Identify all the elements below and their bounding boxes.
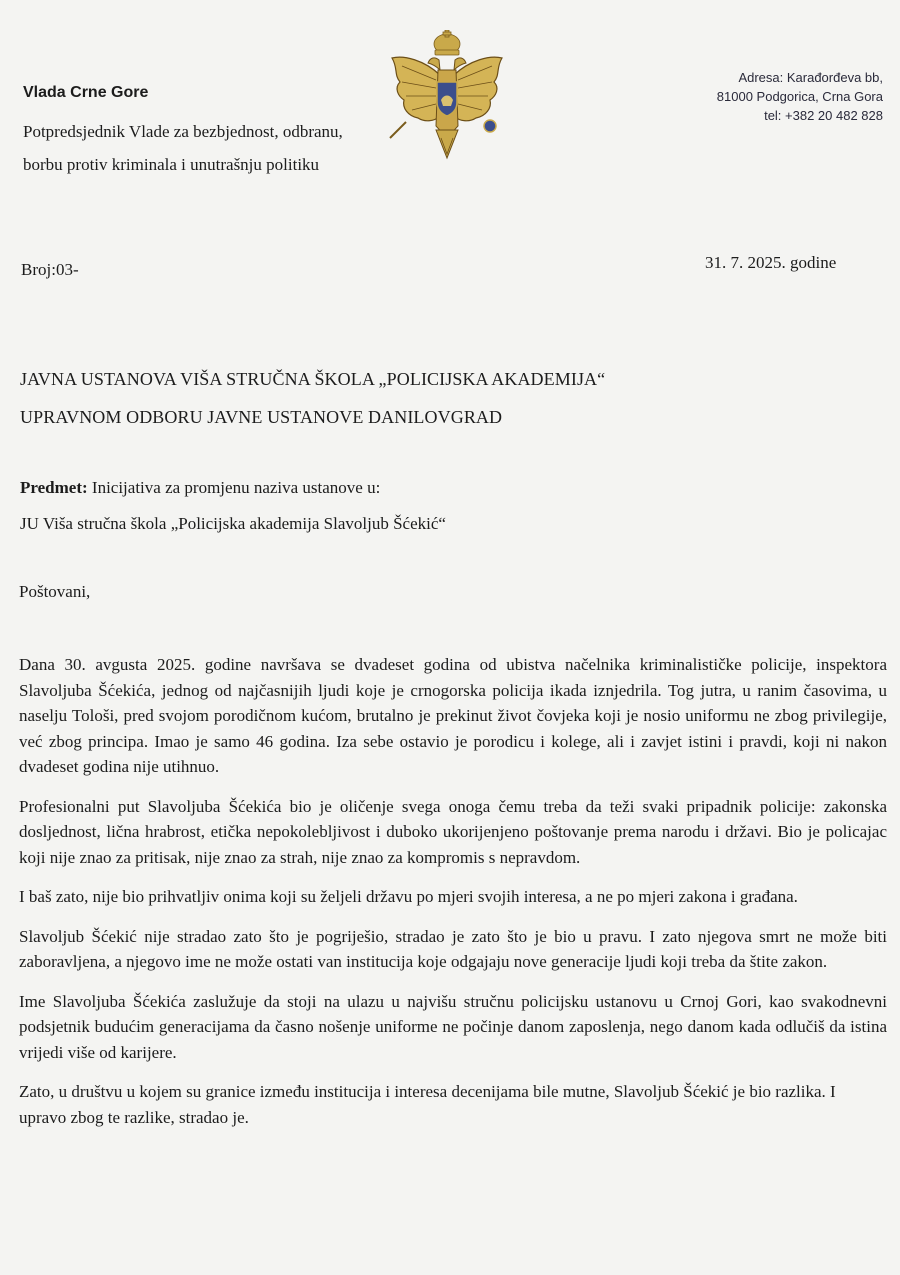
address-phone: tel: +382 20 482 828 — [764, 108, 883, 123]
document-date: 31. 7. 2025. godine — [705, 253, 837, 272]
sender-office-line-1: Potpredsjednik Vlade za bezbjednost, odbranu, — [23, 122, 343, 141]
paragraph: Slavoljub Šćekić nije stradao zato što je pogriješio, stradao je zato što je bio u pravu. I zato njegova smrt ne može biti zaboravljena, a njegovo ime ne može ostati van institucija koje odgajaju nove generacije ljudi koji treba da štite zakon. — [19, 926, 887, 971]
recipient-line-1: JAVNA USTANOVA VIŠA STRUČNA ŠKOLA „POLICIJSKA AKADEMIJA“ — [20, 369, 606, 389]
address-line-2: 81000 Podgorica, Crna Gora — [716, 89, 883, 104]
paragraph: I baš zato, nije bio prihvatljiv onima koji su željeli državu po mjeri svojih interesa, a ne po mjeri zakona i građana. — [19, 887, 798, 906]
letter-body — [19, 652, 887, 1144]
recipient-line-2: UPRAVNOM ODBORU JAVNE USTANOVE DANILOVGRAD — [20, 407, 503, 427]
subject-text: Inicijativa za promjenu naziva ustanove u: — [87, 478, 381, 497]
sender-address — [717, 68, 883, 125]
subject-line — [20, 470, 446, 506]
address-line-1: Adresa: Karađorđeva bb, — [738, 70, 883, 85]
recipient-block — [20, 360, 605, 436]
sender-block — [23, 84, 343, 181]
sender-organization: Vlada Crne Gore — [23, 84, 149, 101]
salutation: Poštovani, — [19, 582, 91, 601]
coat-of-arms-icon — [384, 30, 510, 162]
reference-number: Broj:03- — [21, 260, 79, 279]
subject-line-2: JU Viša stručna škola „Policijska akademija Slavoljub Šćekić“ — [20, 514, 446, 533]
paragraph: Zato, u društvu u kojem su granice između institucija i interesa decenijama bile mutne, Slavoljub Šćekić je bio razlika. I upravo zbog te razlike, stradao je. — [19, 1082, 836, 1127]
subject-label: Predmet: — [20, 478, 88, 497]
subject-block — [20, 470, 446, 542]
sender-office-line-2: borbu protiv kriminala i unutrašnju politiku — [23, 155, 320, 174]
paragraph: Profesionalni put Slavoljuba Šćekića bio je oličenje svega onoga čemu treba da teži svaki pripadnik policije: zakonska dosljednost, lična hrabrost, etička nepokolebljivost i duboko ukorijenjeno poštovanje prema narodu i državi. Bio je policajac koji nije znao za pritisak, nije znao za strah, nije znao za kompromis s nepravdom. — [19, 796, 887, 867]
paragraph: Ime Slavoljuba Šćekića zaslužuje da stoji na ulazu u najvišu stručnu policijsku ustanovu u Crnoj Gori, kao svakodnevni podsjetnik budućim generacijama da časno nošenje uniforme ne počinje danom zaposlenja, nego danom kada odlučiš da istina vrijedi više od karijere. — [19, 991, 887, 1062]
paragraph: Dana 30. avgusta 2025. godine navršava se dvadeset godina od ubistva načelnika kriminalističke policije, inspektora Slavoljuba Šćekića, jednog od najčasnijih ljudi koje je crnogorska policija ikada iznjedrila. Tog jutra, u ranim časovima, u naselju Tološi, pred svojom porodičnom kućom, brutalno je prekinut život čovjeka koji je nosio uniformu ne zbog privilegije, već zbog principa. Imao je samo 46 godina. Iza sebe ostavio je porodicu i kolege, ali i zavjet istini i pravdi, koji ni nakon dvadeset godina nije utihnuo. — [19, 655, 887, 776]
